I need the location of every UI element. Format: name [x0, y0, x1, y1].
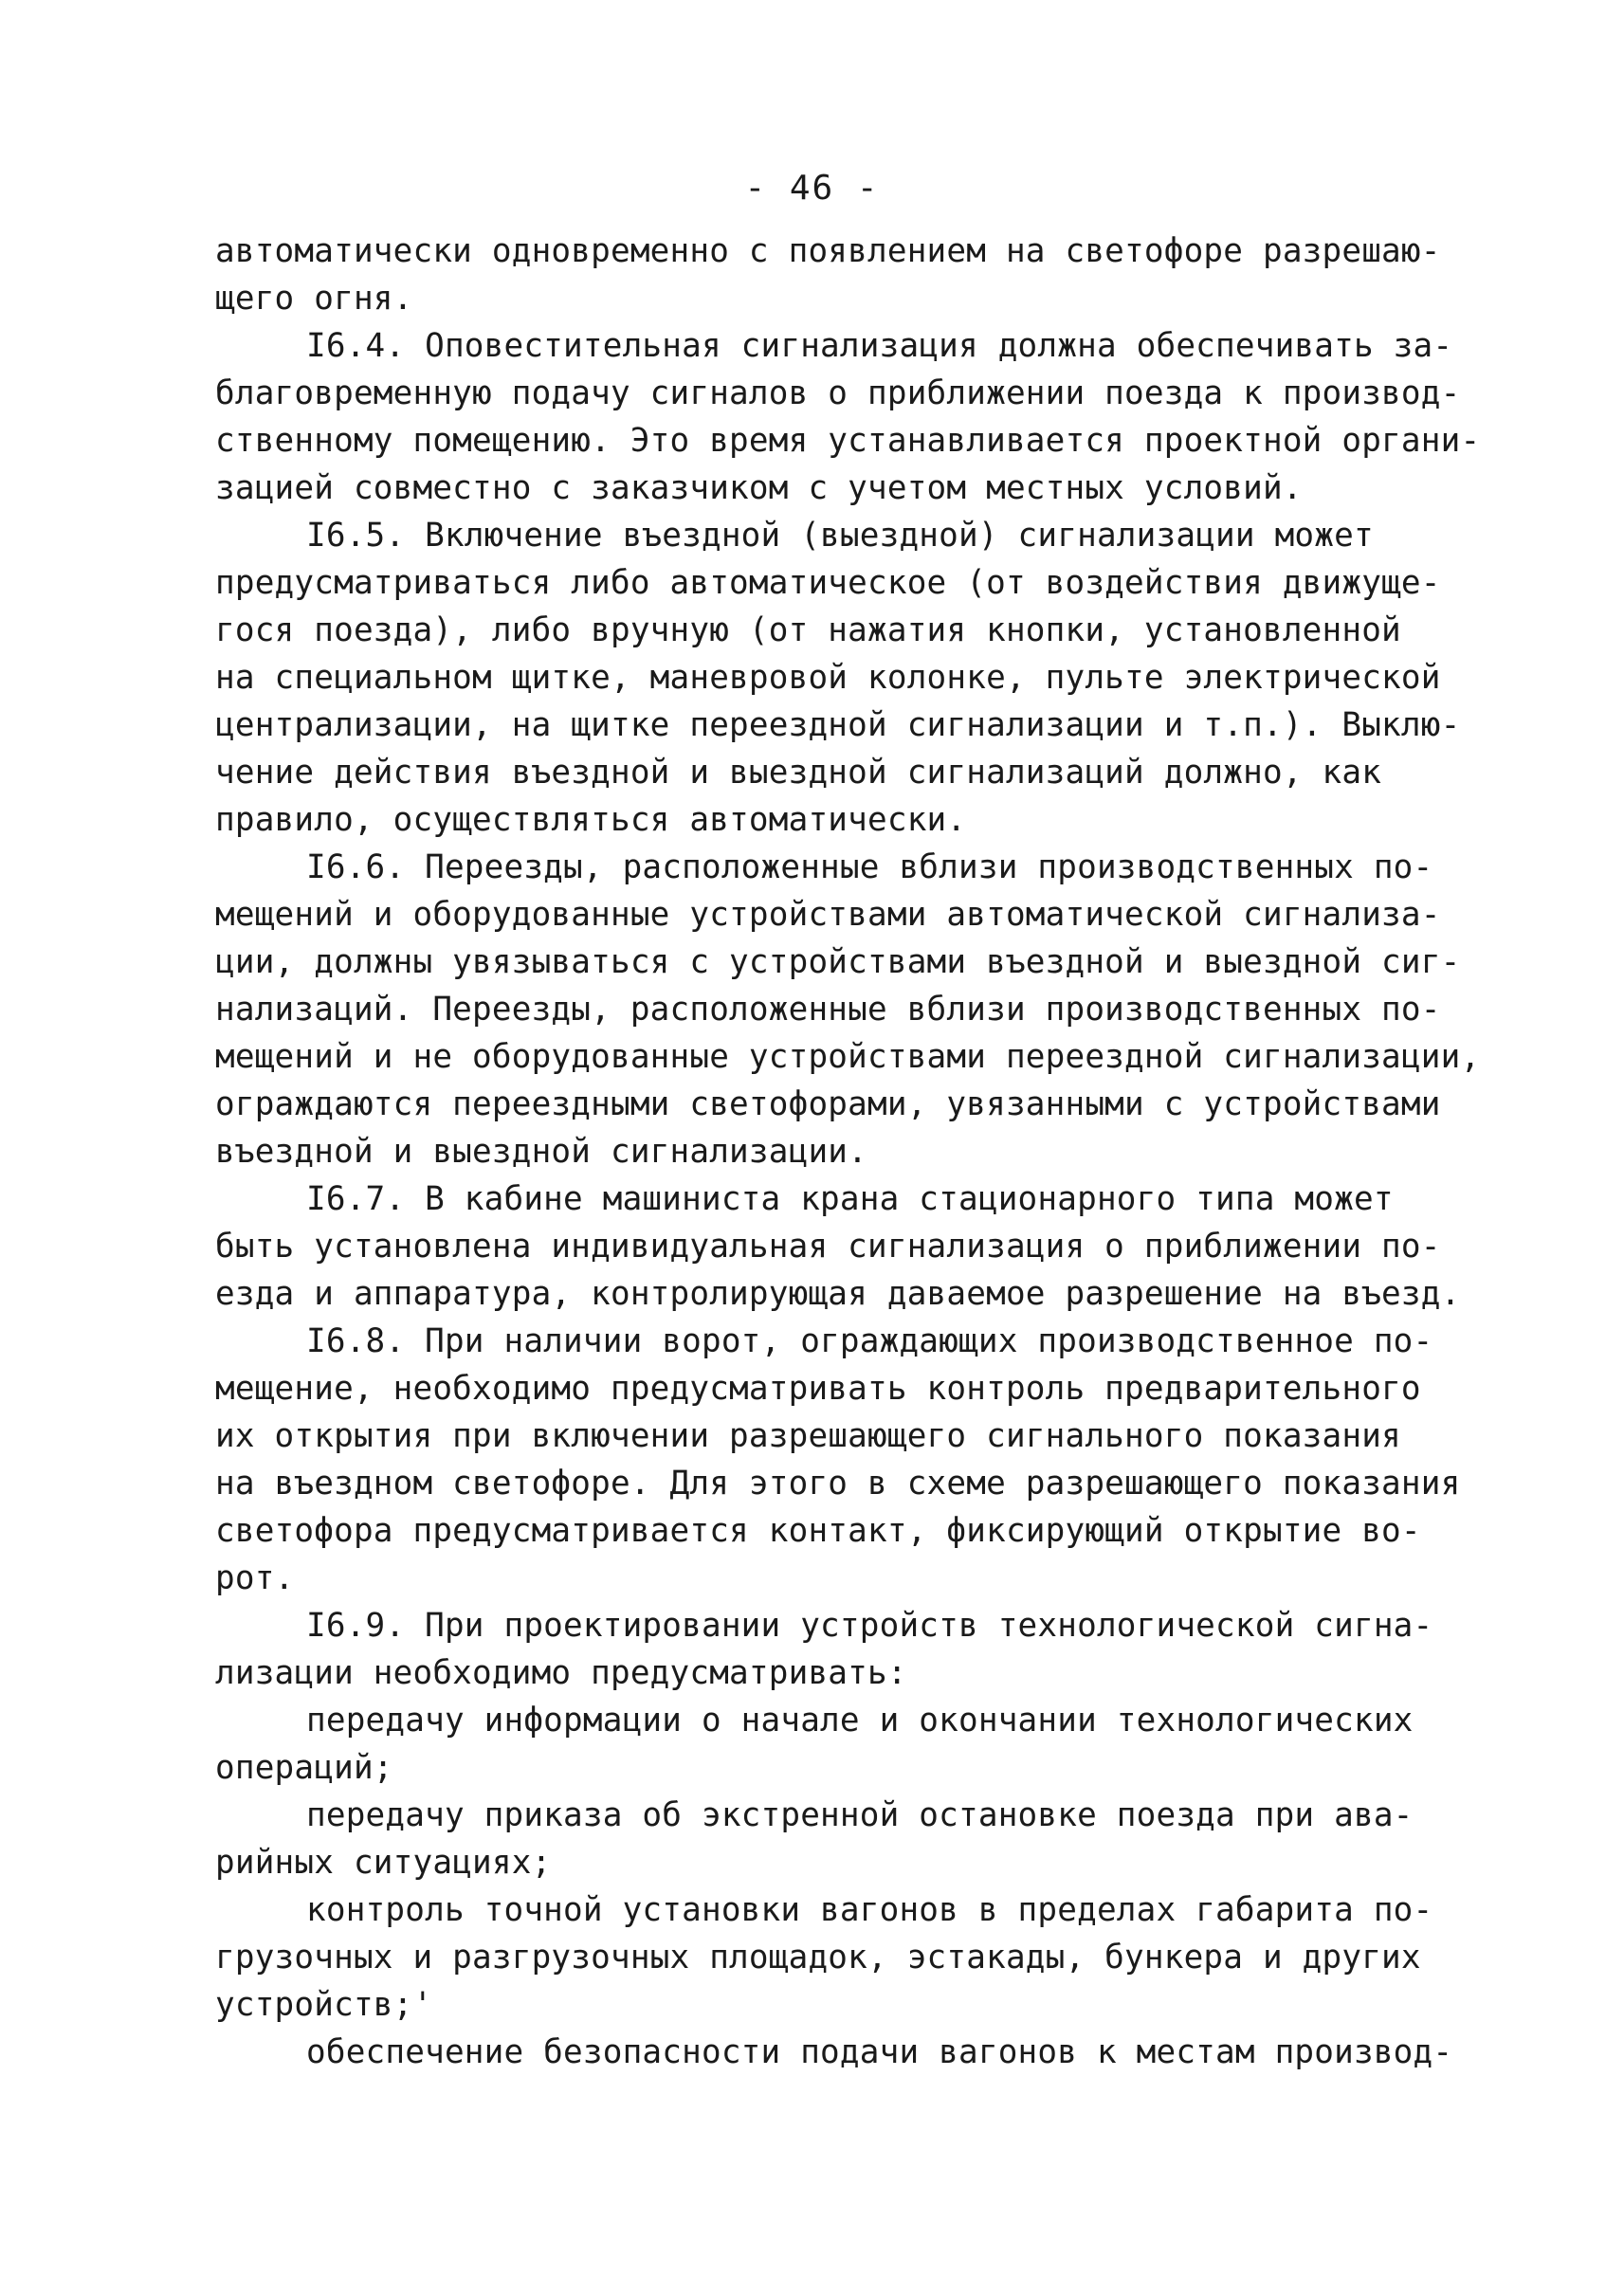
text-line: предусматриваться либо автоматическое (от воздействия движуще-: [215, 564, 1441, 602]
text-line: рот.: [215, 1559, 295, 1597]
text-line: мещение, необходимо предусматривать контроль предварительного: [215, 1370, 1421, 1408]
text-line: езда и аппаратура, контролирующая даваемое разрешение на въезд.: [215, 1275, 1461, 1313]
list-item-start: контроль точной установки вагонов в пределах габарита по-: [306, 1891, 1433, 1929]
text-line: мещений и оборудованные устройствами автоматической сигнализа-: [215, 896, 1441, 934]
page-number: - 46 -: [744, 169, 880, 208]
text-line: ственному помещению. Это время устанавливается проектной органи-: [215, 422, 1481, 460]
text-line: зацией совместно с заказчиком с учетом местных условий.: [215, 469, 1303, 507]
text-line: на специальном щитке, маневровой колонке, пульте электрической: [215, 659, 1441, 697]
list-item-start: передачу приказа об экстренной остановке поезда при ава-: [306, 1796, 1414, 1834]
text-line: грузочных и разгрузочных площадок, эстакады, бункера и других: [215, 1939, 1421, 1976]
text-line: быть установлена индивидуальная сигнализация о приближении по-: [215, 1228, 1441, 1266]
text-line: автоматически одновременно с появлением на светофоре разрешаю-: [215, 232, 1441, 270]
text-line: правило, осуществляться автоматически.: [215, 801, 967, 839]
paragraph-16-4-start: I6.4. Оповестительная сигнализация должна обеспечивать за-: [306, 327, 1453, 365]
text-line: нализаций. Переезды, расположенные вблизи производственных по-: [215, 991, 1441, 1029]
text-line: мещений и не оборудованные устройствами переездной сигнализации,: [215, 1038, 1481, 1076]
text-line: щего огня.: [215, 280, 413, 318]
text-line: устройств;': [215, 1986, 433, 2024]
list-item-start: передачу информации о начале и окончании технологических: [306, 1702, 1414, 1739]
text-line: въездной и выездной сигнализации.: [215, 1133, 867, 1171]
paragraph-16-8-start: I6.8. При наличии ворот, ограждающих производственное по-: [306, 1322, 1433, 1360]
list-item-start: обеспечение безопасности подачи вагонов к местам производ-: [306, 2033, 1453, 2071]
text-line: операций;: [215, 1749, 393, 1787]
paragraph-16-9-start: I6.9. При проектировании устройств технологической сигна-: [306, 1607, 1433, 1645]
text-line: светофора предусматривается контакт, фиксирующий открытие во-: [215, 1512, 1421, 1550]
text-line: на въездном светофоре. Для этого в схеме разрешающего показания: [215, 1465, 1461, 1503]
text-line: централизации, на щитке переездной сигнализации и т.п.). Выклю-: [215, 706, 1461, 744]
paragraph-16-5-start: I6.5. Включение въездной (выездной) сигнализации может: [306, 517, 1374, 555]
text-line: гося поезда), либо вручную (от нажатия кнопки, установленной: [215, 611, 1401, 649]
text-line: лизации необходимо предусматривать:: [215, 1654, 907, 1692]
text-line: чение действия въездной и выездной сигнализаций должно, как: [215, 754, 1382, 792]
text-line: ограждаются переездными светофорами, увязанными с устройствами: [215, 1085, 1441, 1123]
text-line: благовременную подачу сигналов о приближении поезда к производ-: [215, 374, 1461, 412]
text-line: их открытия при включении разрешающего сигнального показания: [215, 1417, 1401, 1455]
text-line: ции, должны увязываться с устройствами въездной и выездной сиг-: [215, 943, 1461, 981]
paragraph-16-7-start: I6.7. В кабине машиниста крана стационарного типа может: [306, 1180, 1394, 1218]
text-line: рийных ситуациях;: [215, 1844, 552, 1882]
paragraph-16-6-start: I6.6. Переезды, расположенные вблизи производственных по-: [306, 848, 1433, 886]
